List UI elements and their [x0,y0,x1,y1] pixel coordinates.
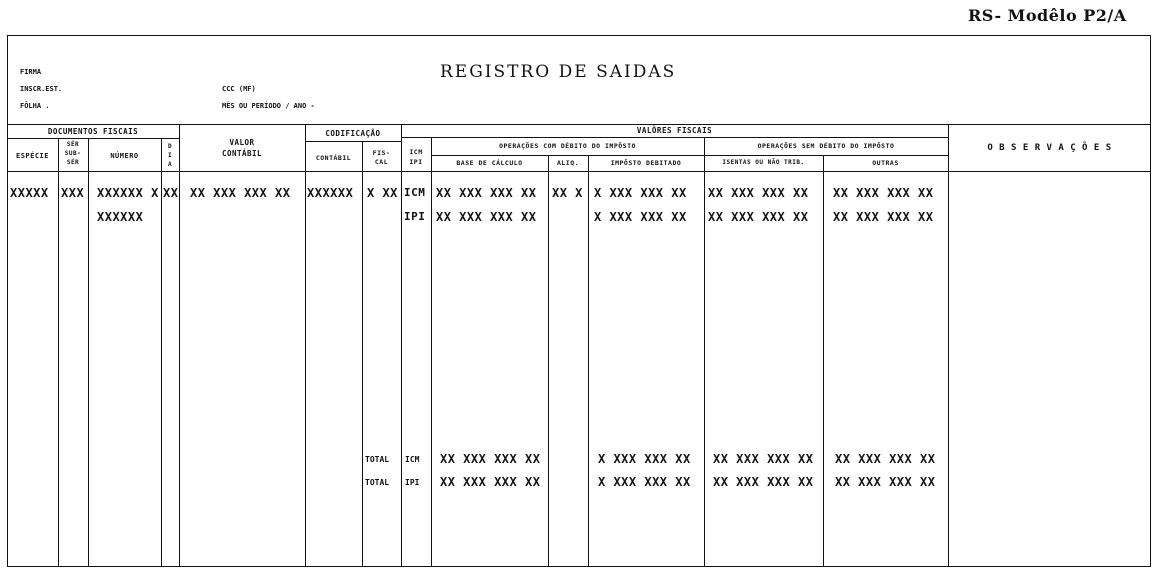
ops-subgroup-underline [431,155,948,156]
model-code: RS- Modêlo P2/A [968,6,1127,25]
documentos-fiscais-header: DOCUMENTOS FISCAIS [47,127,139,136]
firma-label: FIRMA [20,68,42,76]
codificacao-header: CODIFICAÇÃO [325,129,381,138]
col-line-isentas [823,155,824,567]
mes-periodo-label: MÊS OU PERÍODO / ANO - [222,102,315,110]
col-line-base [548,155,549,567]
col-line-debitado [704,137,705,567]
row2-numero: XXXXXX [97,210,144,224]
total-icm-isentas: XX XXX XXX XX [713,452,814,466]
total-ipi-imposto: X XXX XXX XX [598,475,691,489]
serie-header-2: SUB- [64,150,82,157]
row2-imposto: X XXX XXX XX [594,210,687,224]
inscr-est-label: INSCR.EST. [20,85,63,93]
row1-especie: XXXXX [10,186,49,200]
base-calculo-header: BASE DE CÁLCULO [456,159,523,167]
fiscal-header-1: FIS- [372,149,391,157]
row2-base: XX XXX XXX XX [436,210,537,224]
col-line-contabil [362,141,363,567]
aliq-header: ALIQ. [556,159,580,167]
col-line-aliq [588,155,589,567]
especie-header: ESPÉCIE [15,152,49,160]
ipi-header: IPI [409,158,423,166]
total-icm-label: TOTAL [365,455,390,464]
col-line-serie [88,138,89,567]
numero-header: NÚMERO [110,152,139,160]
row1-numero: XXXXXX X [97,186,159,200]
row2-tax: IPI [404,210,426,223]
form-title: REGISTRO DE SAIDAS [440,62,677,82]
total-ipi-outras: XX XXX XXX XX [835,475,936,489]
col-line-especie [58,138,59,567]
dia-header-3: A [167,161,173,168]
row1-outras: XX XXX XXX XX [833,186,934,200]
valores-fiscais-header: VALÔRES FISCAIS [636,126,713,135]
col-line-numero [161,138,162,567]
dia-header-1: D [167,143,173,150]
icm-header: ICM [409,148,423,156]
row1-aliq: XX X [552,186,583,200]
row1-imposto: X XXX XXX XX [594,186,687,200]
valores-group-underline [401,137,948,138]
row1-dia: XX [163,186,179,200]
col-line-fiscal [401,124,402,567]
row1-contabil: XXXXXX [307,186,354,200]
row1-fiscal: X XX [367,186,398,200]
row1-valor-contabil: XX XXX XXX XX [190,186,291,200]
row1-tax: ICM [404,186,426,199]
col-line-observacoes [948,124,949,567]
dia-header-2: I [167,152,173,159]
fiscal-header-2: CAL [374,158,389,166]
col-line-valor [305,124,306,567]
row1-isentas: XX XXX XXX XX [708,186,809,200]
contabil-header: CONTÁBIL [315,154,352,162]
observacoes-header: O B S E R V A Ç Õ E S [987,143,1112,153]
total-icm-outras: XX XXX XXX XX [835,452,936,466]
total-icm-imposto: X XXX XXX XX [598,452,691,466]
codif-group-underline [305,141,401,142]
isentas-header: ISENTAS OU NÃO TRIB. [722,159,805,166]
total-ipi-tax: IPI [405,478,420,487]
total-icm-base: XX XXX XXX XX [440,452,541,466]
total-ipi-isentas: XX XXX XXX XX [713,475,814,489]
ops-sem-debito-header: OPERAÇÕES SEM DÉBITO DO IMPÔSTO [757,142,895,150]
col-line-icm-ipi [431,137,432,567]
total-ipi-base: XX XXX XXX XX [440,475,541,489]
serie-header-1: SÉR [66,141,80,148]
ops-com-debito-header: OPERAÇÕES COM DÉBITO DO IMPÔSTO [499,142,636,150]
serie-header-3: SÉR [66,159,80,166]
total-icm-tax: ICM [405,455,420,464]
row2-isentas: XX XXX XXX XX [708,210,809,224]
col-line-dia [179,124,180,567]
folha-label: FÔLHA . [20,102,50,110]
total-ipi-label: TOTAL [365,478,390,487]
docs-group-underline [7,138,179,139]
imposto-debitado-header: IMPÔSTO DEBITADO [610,159,682,167]
ccc-label: CCC (MF) [222,85,256,93]
row2-outras: XX XXX XXX XX [833,210,934,224]
outras-header: OUTRAS [872,159,899,167]
valor-contabil-header: VALOR CONTÁBIL [221,138,263,158]
row1-serie: XXX [61,186,85,200]
row1-base: XX XXX XXX XX [436,186,537,200]
